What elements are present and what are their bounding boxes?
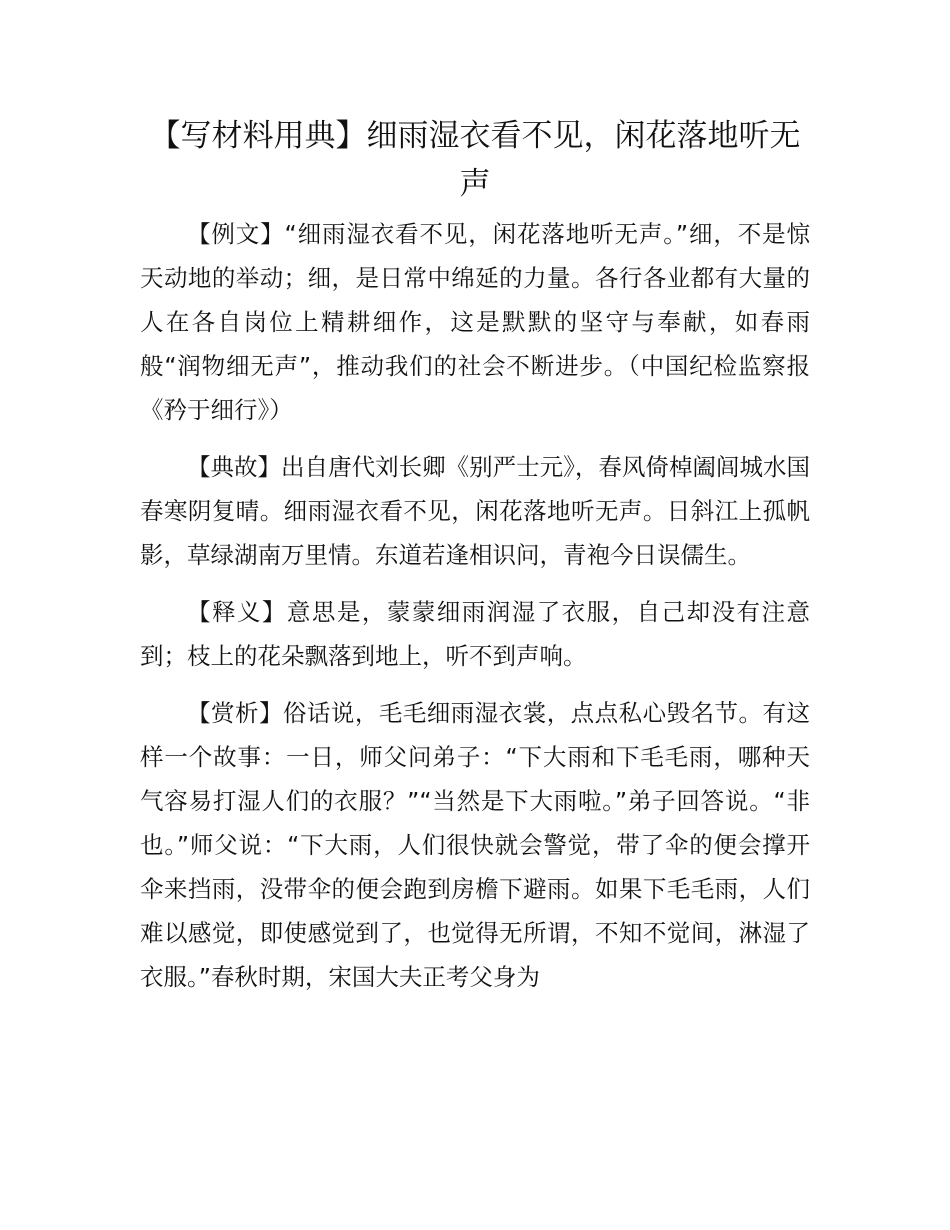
paragraph-tag: 【释义】 bbox=[187, 598, 287, 626]
paragraph-appreciation bbox=[140, 691, 810, 999]
paragraph-meaning bbox=[140, 590, 810, 678]
paragraph-text: 意思是，蒙蒙细雨润湿了衣服，自己却没有注意到；枝上的花朵飘落到地上，听不到声响。 bbox=[140, 598, 811, 670]
paragraph-text: “细雨湿衣看不见，闲花落地听无声。”细，不是惊天动地的举动；细，是日常中绵延的力量。各行各业都有大量的人在各自岗位上精耕细作，这是默默的坚守与奉献，如春雨般“润物细无声”，推动我们的社会不断进步。（中国纪检监察报《矜于细行》） bbox=[140, 220, 810, 424]
document-body bbox=[140, 212, 810, 1012]
paragraph-tag: 【典故】 bbox=[187, 453, 282, 481]
paragraph-tag: 【例文】 bbox=[187, 220, 285, 248]
paragraph-tag: 【赏析】 bbox=[187, 699, 283, 727]
paragraph-text: 俗话说，毛毛细雨湿衣裳，点点私心毁名节。有这样一个故事：一日，师父问弟子：“下大雨和下毛毛雨，哪种天气容易打湿人们的衣服？”“当然是下大雨啦。”弟子回答说。“非也。”师父说：“下大雨，人们很快就会警觉，带了伞的便会撑开伞来挡雨，没带伞的便会跑到房檐下避雨。如果下毛毛雨，人们难以感觉，即使感觉到了，也觉得无所谓，不知不觉间，淋湿了衣服。”春秋时期，宋国大夫正考父身为 bbox=[140, 699, 811, 991]
paragraph-example bbox=[140, 212, 810, 432]
paragraph-text: 出自唐代刘长卿《别严士元》，春风倚棹阖闾城水国春寒阴复晴。细雨湿衣看不见，闲花落地听无声。日斜江上孤帆影，草绿湖南万里情。东道若逢相识问，青袍今日误儒生。 bbox=[140, 453, 811, 569]
paragraph-allusion bbox=[140, 445, 810, 577]
page-title: 【写材料用典】细雨湿衣看不见，闲花落地听无声 bbox=[149, 118, 801, 202]
